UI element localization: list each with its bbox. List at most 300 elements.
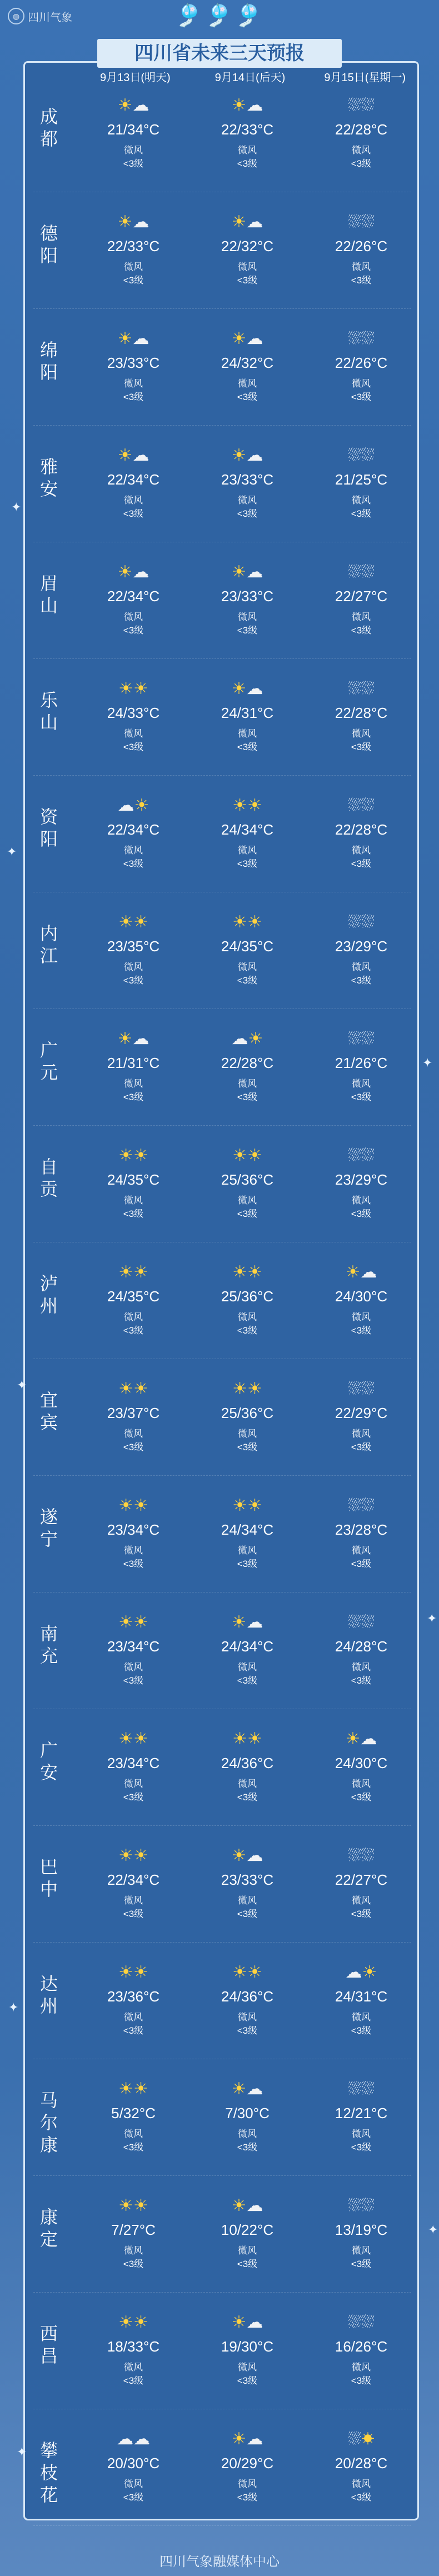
city-name: 巴中 xyxy=(39,1857,58,1899)
wind-direction: 微风 xyxy=(352,962,371,972)
day-forecast xyxy=(192,1145,303,1221)
wind-direction: 微风 xyxy=(124,262,143,272)
weather-icons xyxy=(78,328,189,350)
wind-info xyxy=(78,1194,189,1221)
sun-icon: ☀ xyxy=(117,330,133,348)
city-name: 资阳 xyxy=(39,807,58,849)
wind-info xyxy=(78,961,189,987)
rain-icon: ⛆ xyxy=(348,1846,361,1865)
wind-level: <3级 xyxy=(351,158,372,169)
rain-icon: ⛆ xyxy=(348,96,361,114)
cloud-icon: ☁ xyxy=(246,2313,263,2332)
date-day1: 9月13日(明天) xyxy=(99,72,171,84)
city-row xyxy=(33,1256,411,1359)
temperature: 21/31°C xyxy=(107,1055,160,1071)
wind-info xyxy=(78,2011,189,2038)
sun-icon: ☀ xyxy=(118,1846,133,1865)
weather-icons xyxy=(306,1845,417,1867)
wind-direction: 微风 xyxy=(124,962,143,972)
wind-direction: 微风 xyxy=(238,1662,257,1673)
wind-info xyxy=(78,1544,189,1571)
wind-level: <3级 xyxy=(351,2025,372,2036)
sun-icon: ☀ xyxy=(231,563,247,581)
sun-icon: ☀ xyxy=(118,1963,133,1981)
sun-icon: ☀ xyxy=(117,1030,133,1048)
wind-level: <3级 xyxy=(123,1559,144,1569)
temperature: 16/26°C xyxy=(335,2338,388,2355)
rain-icon: ⛆ xyxy=(348,1496,361,1515)
wind-level: <3级 xyxy=(123,2375,144,2386)
day-forecast xyxy=(78,2078,189,2154)
weather-icons xyxy=(306,445,417,467)
city-name: 内江 xyxy=(39,923,58,966)
wind-direction: 微风 xyxy=(352,612,371,622)
weather-icons xyxy=(192,1495,303,1517)
wind-level: <3级 xyxy=(237,625,258,636)
weather-icons xyxy=(192,1961,303,1984)
city-row xyxy=(33,1139,411,1242)
wind-info xyxy=(306,261,417,287)
wind-direction: 微风 xyxy=(124,1429,143,1439)
weather-icons xyxy=(78,911,189,933)
wind-info xyxy=(78,1661,189,1688)
weather-icons xyxy=(192,911,303,933)
sun-icon: ☀ xyxy=(247,913,262,931)
snowflake-icon: ✦ xyxy=(427,1611,437,1625)
temperature: 22/28°C xyxy=(335,821,388,838)
day-forecast xyxy=(78,1845,189,1921)
city-row xyxy=(33,1606,411,1709)
sun-icon: ☀ xyxy=(118,1730,133,1748)
city-name: 宜宾 xyxy=(39,1390,58,1432)
sun-icon: ☀ xyxy=(362,1963,377,1981)
wind-level: <3级 xyxy=(123,275,144,286)
weather-icons xyxy=(192,1145,303,1167)
city-name: 遂宁 xyxy=(39,1507,58,1549)
weather-icons xyxy=(78,1028,189,1050)
weather-icons xyxy=(192,94,303,117)
city-name: 广元 xyxy=(39,1040,58,1082)
rain-icon: ⛆ xyxy=(361,330,375,348)
rain-icon: ⛆ xyxy=(348,796,361,815)
temperature: 22/28°C xyxy=(335,705,388,721)
sun-icon: ☀ xyxy=(118,2313,133,2332)
day-forecast xyxy=(78,211,189,287)
wind-direction: 微风 xyxy=(238,2245,257,2256)
wind-level: <3级 xyxy=(123,1675,144,1686)
wind-level: <3级 xyxy=(237,158,258,169)
city-row xyxy=(33,2423,411,2526)
snowflake-icon: ✦ xyxy=(428,2223,438,2236)
wind-info xyxy=(78,1427,189,1454)
wind-direction: 微风 xyxy=(238,1079,257,1089)
city-row xyxy=(33,322,411,426)
cloud-icon: ☁ xyxy=(132,1030,149,1048)
wind-direction: 微风 xyxy=(238,845,257,856)
day-forecast xyxy=(306,1261,417,1337)
ornaments: 🎐🎐🎐 xyxy=(174,3,265,28)
weather-icons xyxy=(78,2195,189,2217)
wind-direction: 微风 xyxy=(352,845,371,856)
city-name: 南充 xyxy=(39,1624,58,1666)
temperature: 25/36°C xyxy=(221,1288,274,1305)
day-forecast xyxy=(306,94,417,171)
wind-direction: 微风 xyxy=(352,2362,371,2373)
day-forecast xyxy=(78,1495,189,1571)
cloud-icon: ☁ xyxy=(132,446,149,465)
wind-info xyxy=(192,844,303,871)
day-forecast xyxy=(306,328,417,404)
wind-direction: 微风 xyxy=(124,2362,143,2373)
weather-icons xyxy=(192,2078,303,2100)
wind-direction: 微风 xyxy=(352,1195,371,1206)
rain-icon: ⛆ xyxy=(348,2313,361,2332)
wind-info xyxy=(78,2128,189,2154)
wind-level: <3级 xyxy=(237,1675,258,1686)
wind-info xyxy=(192,377,303,404)
day-forecast xyxy=(306,1611,417,1688)
snowflake-icon: ✦ xyxy=(7,845,17,858)
weather-icons xyxy=(306,94,417,117)
city-row xyxy=(33,789,411,892)
temperature: 23/36°C xyxy=(107,1988,160,2005)
wind-level: <3级 xyxy=(237,2025,258,2036)
rain-icon: ⛆ xyxy=(361,1380,375,1398)
rain-icon: ⛆ xyxy=(348,213,361,231)
wind-level: <3级 xyxy=(237,1442,258,1452)
city-row xyxy=(33,206,411,309)
day-forecast xyxy=(78,1961,189,2038)
temperature: 23/33°C xyxy=(221,471,274,488)
weather-icons xyxy=(306,911,417,933)
cloud-icon: ☁ xyxy=(246,2080,263,2098)
temperature: 20/28°C xyxy=(335,2455,388,2472)
weather-icons xyxy=(306,2195,417,2217)
wind-info xyxy=(306,1778,417,1804)
wind-level: <3级 xyxy=(351,392,372,402)
sun-icon: ☀ xyxy=(118,1380,133,1398)
temperature: 23/33°C xyxy=(107,355,160,371)
temperature: 24/32°C xyxy=(221,355,274,371)
temperature: 23/29°C xyxy=(335,938,388,955)
snowflake-icon: ✦ xyxy=(422,1056,433,1070)
temperature: 21/25°C xyxy=(335,471,388,488)
sun-icon: ☀ xyxy=(231,2313,247,2332)
rain-icon: ⛆ xyxy=(348,680,361,698)
temperature: 5/32°C xyxy=(111,2105,156,2121)
day-forecast xyxy=(78,94,189,171)
weather-icons xyxy=(306,1728,417,1750)
wind-direction: 微风 xyxy=(352,2012,371,2023)
wind-info xyxy=(306,1311,417,1337)
day-forecast xyxy=(306,1495,417,1571)
wind-level: <3级 xyxy=(123,625,144,636)
temperature: 22/34°C xyxy=(107,821,160,838)
wind-direction: 微风 xyxy=(352,495,371,506)
day-forecast xyxy=(192,1961,303,2038)
wind-level: <3级 xyxy=(351,625,372,636)
city-name: 泸州 xyxy=(39,1274,58,1316)
wind-info xyxy=(192,2011,303,2038)
temperature: 24/36°C xyxy=(221,1988,274,2005)
wind-direction: 微风 xyxy=(124,1895,143,1906)
weather-icons xyxy=(78,1145,189,1167)
temperature: 7/30°C xyxy=(225,2105,270,2121)
day-forecast xyxy=(306,795,417,871)
wind-direction: 微风 xyxy=(352,378,371,389)
temperature: 24/35°C xyxy=(107,1171,160,1188)
rain-icon: ⛆ xyxy=(348,1030,361,1048)
wind-level: <3级 xyxy=(351,858,372,869)
weather-icons xyxy=(78,1845,189,1867)
cloud-icon: ☁ xyxy=(345,1963,362,1981)
sun-icon: ☀ xyxy=(231,2196,247,2215)
wind-info xyxy=(192,494,303,521)
rain-icon: ⛆ xyxy=(348,563,361,581)
day-forecast xyxy=(78,911,189,987)
wind-direction: 微风 xyxy=(124,378,143,389)
snowflake-icon: ✦ xyxy=(11,500,22,514)
weather-icons xyxy=(306,2428,417,2450)
wind-info xyxy=(306,1427,417,1454)
page-title: 四川省未来三天预报 xyxy=(97,39,342,68)
wind-info xyxy=(78,727,189,754)
city-name: 眉山 xyxy=(39,573,58,616)
city-row xyxy=(33,1723,411,1826)
city-row xyxy=(33,906,411,1009)
wind-level: <3级 xyxy=(351,1675,372,1686)
wind-level: <3级 xyxy=(237,1209,258,1219)
wind-direction: 微风 xyxy=(238,2362,257,2373)
day-forecast xyxy=(78,1611,189,1688)
day-forecast xyxy=(78,1145,189,1221)
cloud-icon: ☁ xyxy=(132,330,149,348)
cloud-icon: ☁ xyxy=(246,2430,263,2448)
wind-direction: 微风 xyxy=(238,378,257,389)
temperature: 22/27°C xyxy=(335,588,388,605)
wind-level: <3级 xyxy=(351,1209,372,1219)
cloud-icon: ☁ xyxy=(246,2196,263,2215)
wind-level: <3级 xyxy=(123,1209,144,1219)
wind-level: <3级 xyxy=(351,1325,372,1336)
day-forecast xyxy=(192,1611,303,1688)
wind-direction: 微风 xyxy=(352,1779,371,1789)
wind-direction: 微风 xyxy=(352,1429,371,1439)
sun-icon: ☀ xyxy=(118,913,133,931)
wind-level: <3级 xyxy=(237,2375,258,2386)
sun-icon: ☀ xyxy=(232,913,247,931)
date-header xyxy=(78,67,422,89)
day-forecast xyxy=(192,1028,303,1104)
day-forecast xyxy=(78,328,189,404)
temperature: 23/37°C xyxy=(107,1405,160,1421)
temperature: 24/28°C xyxy=(335,1638,388,1655)
wind-level: <3级 xyxy=(123,158,144,169)
sun-icon: ☀ xyxy=(231,446,247,465)
wind-level: <3级 xyxy=(123,508,144,519)
city-name: 攀枝花 xyxy=(39,2440,58,2505)
day-forecast xyxy=(78,795,189,871)
wind-direction: 微风 xyxy=(124,845,143,856)
day-forecast xyxy=(192,211,303,287)
wind-info xyxy=(306,144,417,171)
weather-icons xyxy=(192,2312,303,2334)
weather-icons xyxy=(192,561,303,583)
wind-direction: 微风 xyxy=(238,1895,257,1906)
wind-direction: 微风 xyxy=(238,962,257,972)
cloud-icon: ☁ xyxy=(246,1846,263,1865)
rain-icon: ⛆ xyxy=(348,2430,361,2448)
city-name: 成都 xyxy=(39,107,58,149)
wind-info xyxy=(78,377,189,404)
sun-icon: ☀ xyxy=(117,446,133,465)
temperature: 24/34°C xyxy=(221,1638,274,1655)
wind-direction: 微风 xyxy=(238,1779,257,1789)
cloud-icon: ☁ xyxy=(246,213,263,231)
rain-icon: ⛆ xyxy=(348,2196,361,2215)
sun-icon: ☀ xyxy=(231,2430,247,2448)
wind-level: <3级 xyxy=(237,2142,258,2153)
day-forecast xyxy=(192,1495,303,1571)
weather-icons xyxy=(78,561,189,583)
temperature: 22/32°C xyxy=(221,238,274,254)
cloud-icon: ☁ xyxy=(246,446,263,465)
city-row xyxy=(33,2189,411,2293)
wind-info xyxy=(78,2361,189,2388)
weather-icons xyxy=(78,2312,189,2334)
wind-info xyxy=(306,844,417,871)
wind-level: <3级 xyxy=(123,1442,144,1452)
day-forecast xyxy=(78,2312,189,2388)
weather-icons xyxy=(192,1028,303,1050)
sun-icon: ☀ xyxy=(118,2196,133,2215)
wind-level: <3级 xyxy=(351,1559,372,1569)
city-name: 马尔康 xyxy=(39,2090,58,2155)
wind-info xyxy=(192,611,303,637)
wind-direction: 微风 xyxy=(352,1545,371,1556)
wind-direction: 微风 xyxy=(238,2129,257,2139)
rain-icon: ⛆ xyxy=(348,2080,361,2098)
temperature: 20/29°C xyxy=(221,2455,274,2472)
rain-icon: ⛆ xyxy=(361,796,375,815)
wind-info xyxy=(78,1894,189,1921)
wind-direction: 微风 xyxy=(352,728,371,739)
weather-icons xyxy=(306,1261,417,1284)
day-forecast xyxy=(306,1961,417,2038)
city-row xyxy=(33,2306,411,2409)
temperature: 22/34°C xyxy=(107,1871,160,1888)
wind-direction: 微风 xyxy=(124,1195,143,1206)
wind-level: <3级 xyxy=(351,508,372,519)
rain-icon: ⛆ xyxy=(348,1380,361,1398)
weather-icons xyxy=(78,1261,189,1284)
sun-icon: ☀ xyxy=(133,1496,148,1515)
rain-icon: ⛆ xyxy=(361,1613,375,1631)
sun-icon: ☀ xyxy=(231,330,247,348)
wind-direction: 微风 xyxy=(124,1662,143,1673)
sun-icon: ☀ xyxy=(133,2080,148,2098)
temperature: 12/21°C xyxy=(335,2105,388,2121)
day-forecast xyxy=(192,328,303,404)
wind-info xyxy=(306,1194,417,1221)
wind-level: <3级 xyxy=(351,975,372,986)
day-forecast xyxy=(306,1145,417,1221)
weather-icons xyxy=(192,328,303,350)
wind-info xyxy=(306,2361,417,2388)
wind-info xyxy=(192,2361,303,2388)
wind-info xyxy=(78,844,189,871)
wind-level: <3级 xyxy=(123,2142,144,2153)
day-forecast xyxy=(306,2078,417,2154)
weather-icons xyxy=(306,678,417,700)
wind-info xyxy=(192,2244,303,2271)
sun-icon: ☀ xyxy=(231,680,247,698)
footer-credit: 四川气象融媒体中心 xyxy=(159,2554,280,2569)
wind-level: <3级 xyxy=(351,2259,372,2269)
sun-icon: ☀ xyxy=(231,1613,247,1631)
city-name: 绵阳 xyxy=(39,340,58,382)
sun-icon: ☀ xyxy=(133,2196,148,2215)
wind-level: <3级 xyxy=(237,508,258,519)
sun-icon: ☀ xyxy=(118,1263,133,1281)
wind-direction: 微风 xyxy=(238,728,257,739)
wind-direction: 微风 xyxy=(124,145,143,156)
temperature: 22/34°C xyxy=(107,588,160,605)
temperature: 23/28°C xyxy=(335,1521,388,1538)
wind-info xyxy=(306,2011,417,2038)
weather-icons xyxy=(306,795,417,817)
sun-icon: ☀ xyxy=(247,1496,262,1515)
wind-direction: 微风 xyxy=(352,2245,371,2256)
wind-level: <3级 xyxy=(237,2492,258,2503)
temperature: 22/26°C xyxy=(335,238,388,254)
wind-level: <3级 xyxy=(123,2259,144,2269)
wind-info xyxy=(192,1778,303,1804)
temperature: 23/33°C xyxy=(221,1871,274,1888)
day-forecast xyxy=(306,1378,417,1454)
wind-info xyxy=(306,2128,417,2154)
sun-icon: ☀ xyxy=(133,1380,148,1398)
wind-info xyxy=(192,1894,303,1921)
day-forecast xyxy=(192,1845,303,1921)
weather-icons xyxy=(306,1378,417,1400)
weather-icons xyxy=(192,211,303,233)
day-forecast xyxy=(306,445,417,521)
wind-direction: 微风 xyxy=(352,145,371,156)
wind-info xyxy=(78,1077,189,1104)
wind-direction: 微风 xyxy=(238,262,257,272)
wind-info xyxy=(78,144,189,171)
wind-direction: 微风 xyxy=(238,2479,257,2489)
wind-info xyxy=(78,1311,189,1337)
day-forecast xyxy=(306,1845,417,1921)
rain-icon: ⛆ xyxy=(348,1146,361,1165)
wind-info xyxy=(306,1894,417,1921)
wind-direction: 微风 xyxy=(352,2479,371,2489)
temperature: 24/36°C xyxy=(221,1755,274,1771)
weather-icons xyxy=(306,211,417,233)
wind-level: <3级 xyxy=(351,1909,372,1919)
city-row xyxy=(33,1839,411,1943)
sun-icon: ☀ xyxy=(247,796,262,815)
wind-info xyxy=(192,1661,303,1688)
sun-icon: ☀ xyxy=(232,1263,247,1281)
cloud-icon: ☁ xyxy=(246,96,263,114)
temperature: 24/31°C xyxy=(335,1988,388,2005)
wind-direction: 微风 xyxy=(238,2012,257,2023)
date-day2: 9月14日(后天) xyxy=(214,72,286,84)
temperature: 23/34°C xyxy=(107,1638,160,1655)
